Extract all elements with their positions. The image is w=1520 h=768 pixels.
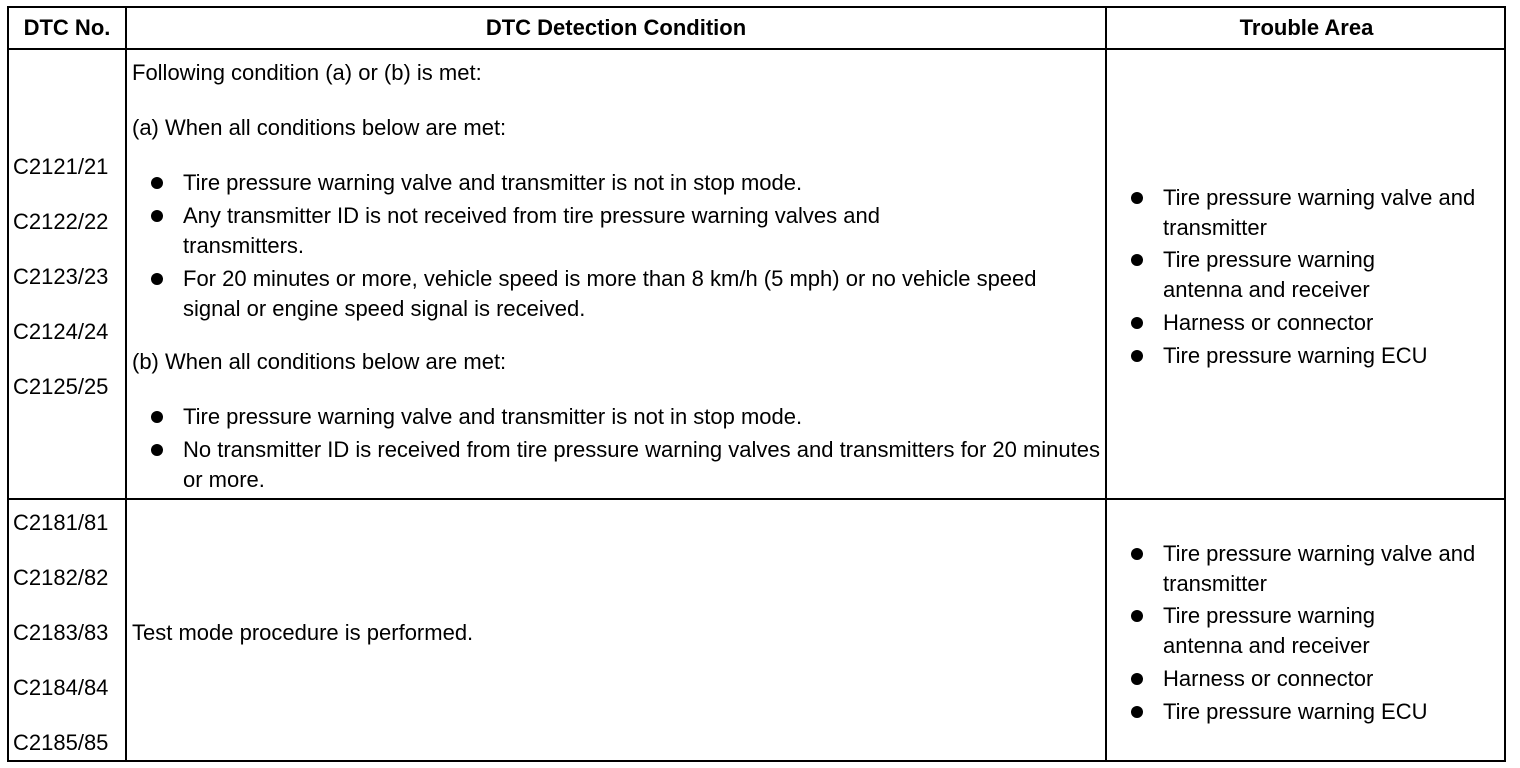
dtc-code: C2182/82 [13,565,109,590]
condition-text: Test mode procedure is performed. [132,620,474,645]
dtc-code: C2183/83 [13,620,109,645]
dtc-table [7,6,1506,762]
dtc-code: C2122/22 [13,209,109,234]
table-row [9,50,1504,500]
bullet-icon [151,177,163,189]
dtc-code: C2121/21 [13,154,109,179]
bullet-icon [151,411,163,423]
detection-condition-cell: Following condition (a) or (b) is met: (a) When all conditions below are met: Tire pressure warning valve and transmitter is not in stop mode. Any transmitter ID is not received from tire pressure warning valves and transmitters. For 20 minutes or more, vehicle speed is more than 8 km/h (5 mph) or no vehicle speed signal or engine speed signal is received. (b) When all conditions below are met: Tire pressure warning valve and transmitter is not in stop mode. No transmitter ID is received from tire pressure warning valves and transmitters for 20 minutes or more. [127,50,1107,498]
bullet-icon [151,273,163,285]
header-detection-condition: DTC Detection Condition [127,8,1107,48]
table-header-row [9,8,1504,50]
condition-b-heading: (b) When all conditions below are met: [132,349,507,374]
detection-condition-cell [127,500,1107,762]
header-trouble-area: Trouble Area [1239,15,1374,40]
bullet-icon [1131,548,1143,560]
bullet-icon [1131,673,1143,685]
dtc-code: C2184/84 [13,675,109,700]
dtc-code: C2124/24 [13,319,109,344]
trouble-area-cell: Tire pressure warning valve and transmitter Tire pressure warning antenna and receiver Harness or connector Tire pressure warning ECU [1107,500,1506,762]
dtc-code: C2181/81 [13,510,109,535]
bullet-icon [1131,610,1143,622]
bullet-icon [1131,192,1143,204]
dtc-code: C2125/25 [13,374,109,399]
bullet-icon [1131,254,1143,266]
header-dtc-no: DTC No. [9,8,127,48]
bullet-icon [1131,706,1143,718]
condition-a-heading: (a) When all conditions below are met: [132,115,507,140]
dtc-code: C2123/23 [13,264,109,289]
table-row [9,500,1504,762]
bullet-icon [1131,317,1143,329]
dtc-code: C2185/85 [13,730,109,755]
dtc-codes-cell [9,50,127,498]
bullet-icon [1131,350,1143,362]
dtc-codes-cell [9,500,127,762]
condition-intro: Following condition (a) or (b) is met: [132,60,482,85]
trouble-area-cell: Tire pressure warning valve and transmitter Tire pressure warning antenna and receiver Harness or connector Tire pressure warning ECU [1107,50,1506,498]
bullet-icon [151,444,163,456]
bullet-icon [151,210,163,222]
